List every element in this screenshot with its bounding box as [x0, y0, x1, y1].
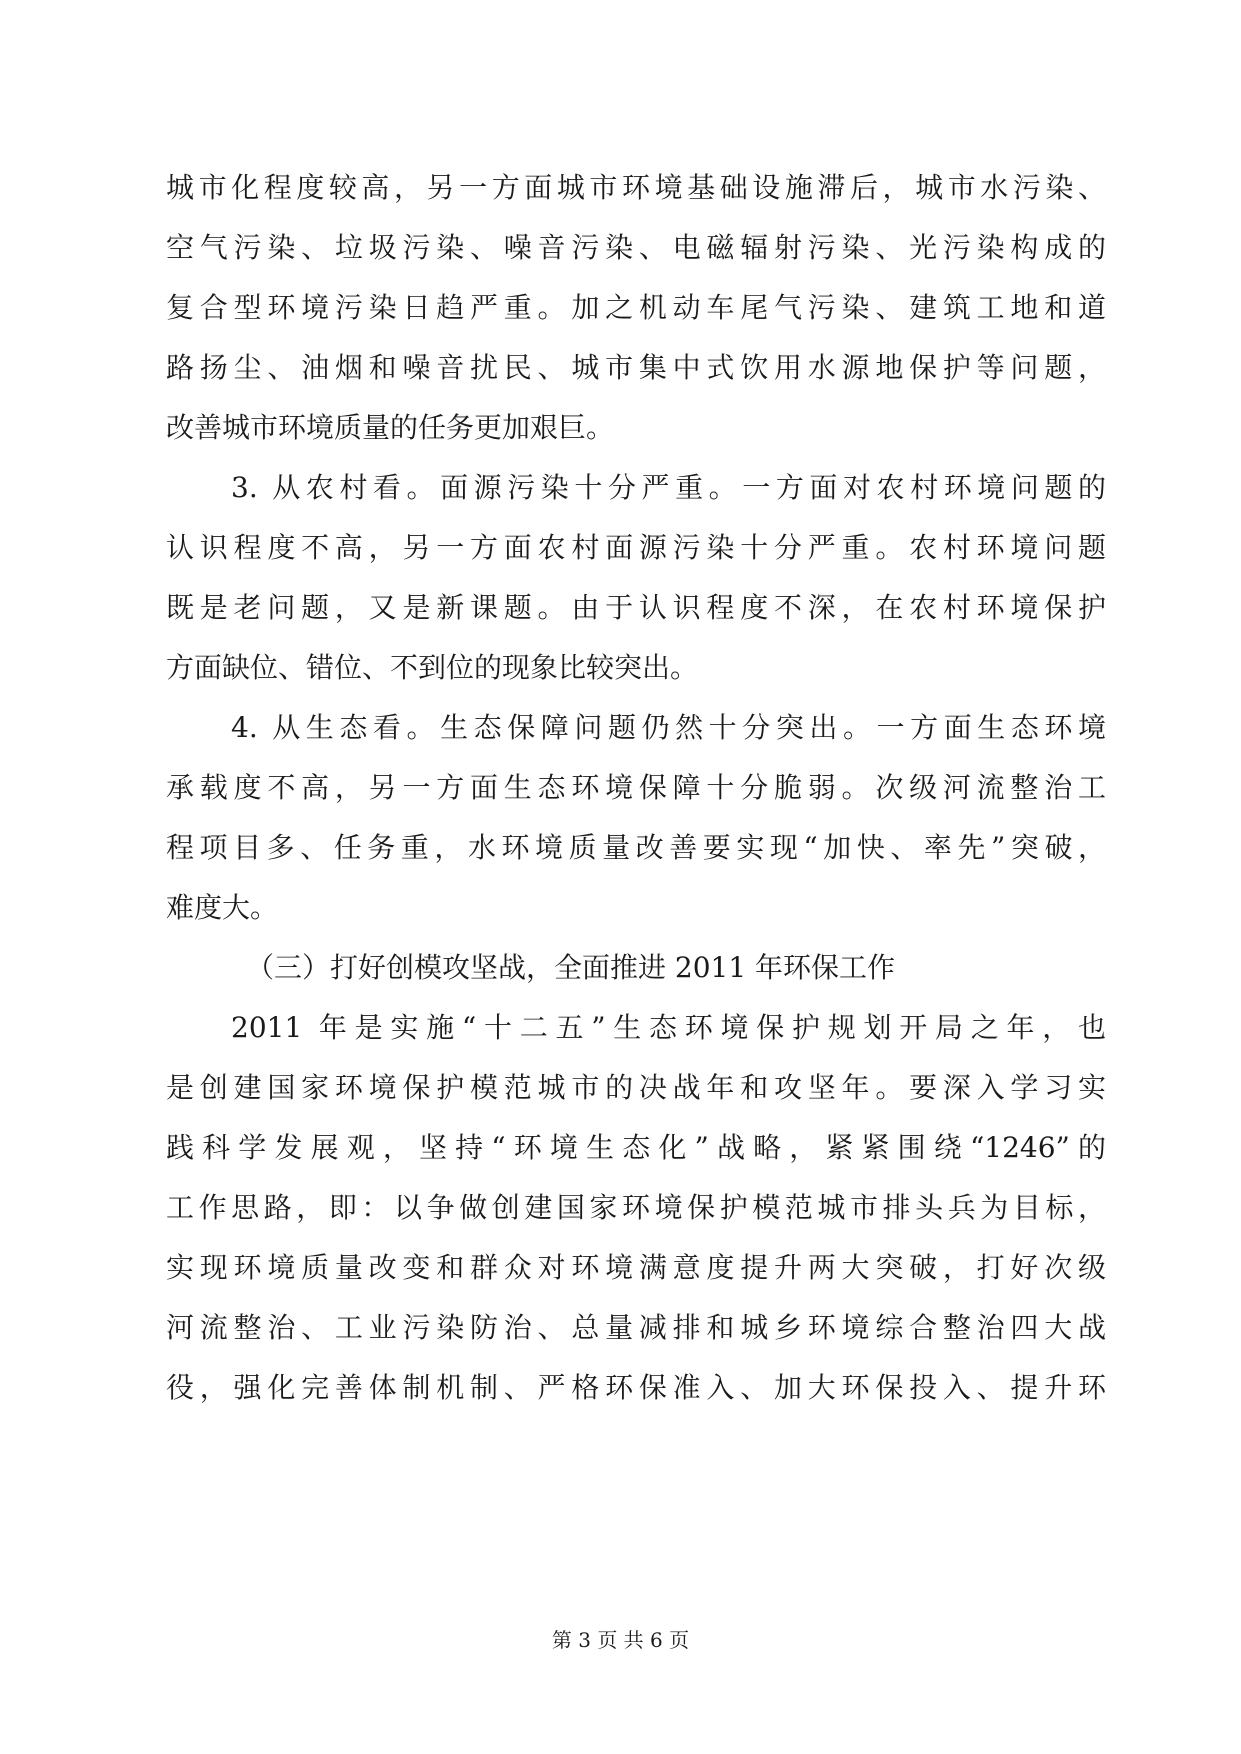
text-line: 役，强化完善体制机制、严格环保准入、加大环保投入、提升环: [166, 1371, 1106, 1404]
text-line: 认识程度不高，另一方面农村面源污染十分严重。农村环境问题: [166, 531, 1106, 564]
page-number-footer: 第 3 页 共 6 页: [551, 1628, 690, 1652]
text-line: 既是老问题，又是新课题。由于认识程度不深，在农村环境保护: [166, 591, 1106, 624]
text-line: 2011 年是实施“十二五”生态环境保护规划开局之年，也: [231, 1011, 1106, 1044]
text-line: 工作思路，即：以争做创建国家环境保护模范城市排头兵为目标，: [166, 1191, 1106, 1224]
body-text: [166, 158, 1106, 1418]
text-line: 路扬尘、油烟和噪音扰民、城市集中式饮用水源地保护等问题，: [166, 351, 1106, 384]
text-line: 改善城市环境质量的任务更加艰巨。: [166, 411, 615, 444]
text-line: 河流整治、工业污染防治、总量减排和城乡环境综合整治四大战: [166, 1311, 1106, 1344]
text-line: 是创建国家环境保护模范城市的决战年和攻坚年。要深入学习实: [166, 1071, 1106, 1104]
text-line: 程项目多、任务重，水环境质量改善要实现“加快、率先”突破，: [166, 831, 1106, 864]
text-line: 承载度不高，另一方面生态环境保障十分脆弱。次级河流整治工: [166, 771, 1106, 804]
text-line: 4. 从生态看。生态保障问题仍然十分突出。一方面生态环境: [231, 711, 1106, 744]
text-line: 实现环境质量改变和群众对环境满意度提升两大突破，打好次级: [166, 1251, 1106, 1284]
section-heading: （三）打好创模攻坚战，全面推进 2011 年环保工作: [246, 951, 896, 984]
text-line: 难度大。: [166, 891, 279, 924]
text-line: 空气污染、垃圾污染、噪音污染、电磁辐射污染、光污染构成的: [166, 231, 1106, 264]
text-line: 城市化程度较高，另一方面城市环境基础设施滞后，城市水污染、: [166, 171, 1106, 204]
text-line: 3. 从农村看。面源污染十分严重。一方面对农村环境问题的: [231, 471, 1106, 504]
text-line: 践科学发展观，坚持“环境生态化”战略，紧紧围绕“1246”的: [166, 1131, 1106, 1164]
text-line: 方面缺位、错位、不到位的现象比较突出。: [166, 651, 699, 684]
text-line: 复合型环境污染日趋严重。加之机动车尾气污染、建筑工地和道: [166, 291, 1106, 324]
